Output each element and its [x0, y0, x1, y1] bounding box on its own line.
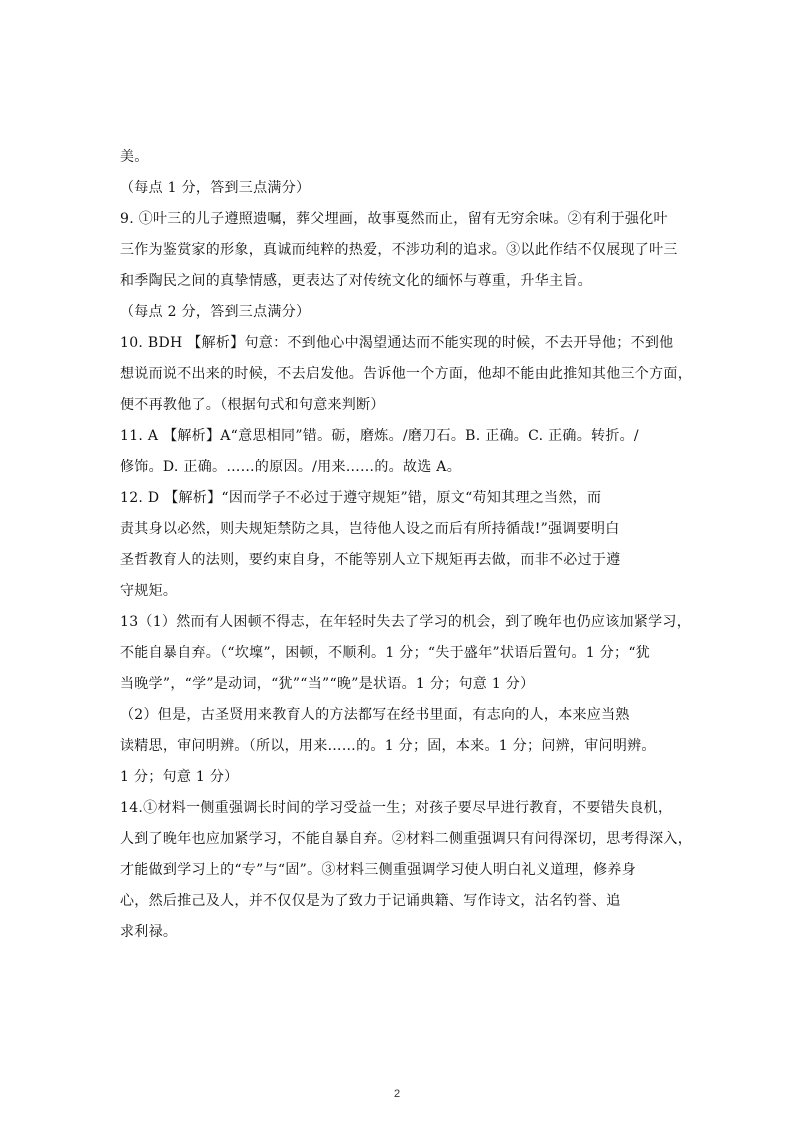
text-line: 和季陶民之间的真挚情感，更表达了对传统文化的缅怀与尊重，升华主旨。 — [120, 273, 592, 289]
text-line: 1 分；句意 1 分） — [120, 769, 239, 785]
text-line: 守规矩。 — [120, 583, 178, 599]
text-line: 人到了晚年也应加紧学习，不能自暴自弃。②材料二侧重强调只有问得深切，思考得深入， — [120, 831, 692, 847]
text-line: 三作为鉴赏家的形象，真诚而纯粹的热爱，不涉功利的追求。③以此作结不仅展现了叶三 — [120, 242, 678, 258]
text-line: （2）但是，古圣贤用来教育人的方法都写在经书里面，有志向的人，本来应当熟 — [120, 707, 630, 723]
page-number: 2 — [393, 1088, 401, 1100]
text-line: 10. BDH 【解析】句意：不到他心中渴望通达而不能实现的时候，不去开导他；不到他 — [120, 335, 674, 351]
text-line: 修饰。D. 正确。……的原因。/用来……的。故选 A。 — [120, 459, 462, 475]
document-body — [120, 142, 692, 948]
text-line: 不能自暴自弃。（“坎壈”，困顿，不顺利。1 分；“失于盛年”状语后置句。1 分；“犹 — [120, 645, 651, 661]
text-line: 当晚学”，“学”是动词，“犹”“当”“晚”是状语。1 分；句意 1 分） — [120, 676, 535, 692]
text-line: 求利禄。 — [120, 924, 178, 940]
text-line: 12. D 【解析】“因而学子不必过于遵守规矩”错，原文“苟知其理之当然，而 — [120, 490, 602, 506]
text-line: （每点 1 分，答到三点满分） — [120, 180, 311, 196]
text-line: 14.①材料一侧重强调长时间的学习受益一生；对孩子要尽早进行教育，不要错失良机， — [120, 800, 673, 816]
text-line: 圣哲教育人的法则，要约束自身，不能等别人立下规矩再去做，而非不必过于遵 — [120, 552, 621, 568]
text-line: 想说而说不出来的时候，不去启发他。告诉他一个方面，他却不能由此推知其他三个方面， — [120, 366, 692, 382]
text-line: 13（1）然而有人困顿不得志，在年轻时失去了学习的机会，到了晚年也仍应该加紧学习， — [120, 614, 692, 630]
text-line: 读精思，审问明辨。（所以，用来……的。1 分；固，本来。1 分；问辨，审问明辨。 — [120, 738, 656, 754]
text-line: 9. ①叶三的儿子遵照遗嘱，葬父埋画，故事戛然而止，留有无穷余味。②有利于强化叶 — [120, 211, 668, 227]
text-line: 美。 — [120, 149, 149, 165]
text-line: 便不再教他了。（根据句式和句意来判断） — [120, 397, 385, 413]
text-line: 11. A 【解析】A“意思相同”错。砺，磨炼。/磨刀石。B. 正确。C. 正确。转折。/ — [120, 428, 639, 444]
text-line: 才能做到学习上的“专”与“固”。③材料三侧重强调学习使人明白礼义道理，修养身 — [120, 862, 637, 878]
text-line: 心，然后推己及人，并不仅仅是为了致力于记诵典籍、写作诗文，沽名钓誉、追 — [120, 893, 621, 909]
text-line: （每点 2 分，答到三点满分） — [120, 304, 311, 320]
text-line: 责其身以必然，则夫规矩禁防之具，岂待他人设之而后有所持循哉!”强调要明白 — [120, 521, 620, 537]
